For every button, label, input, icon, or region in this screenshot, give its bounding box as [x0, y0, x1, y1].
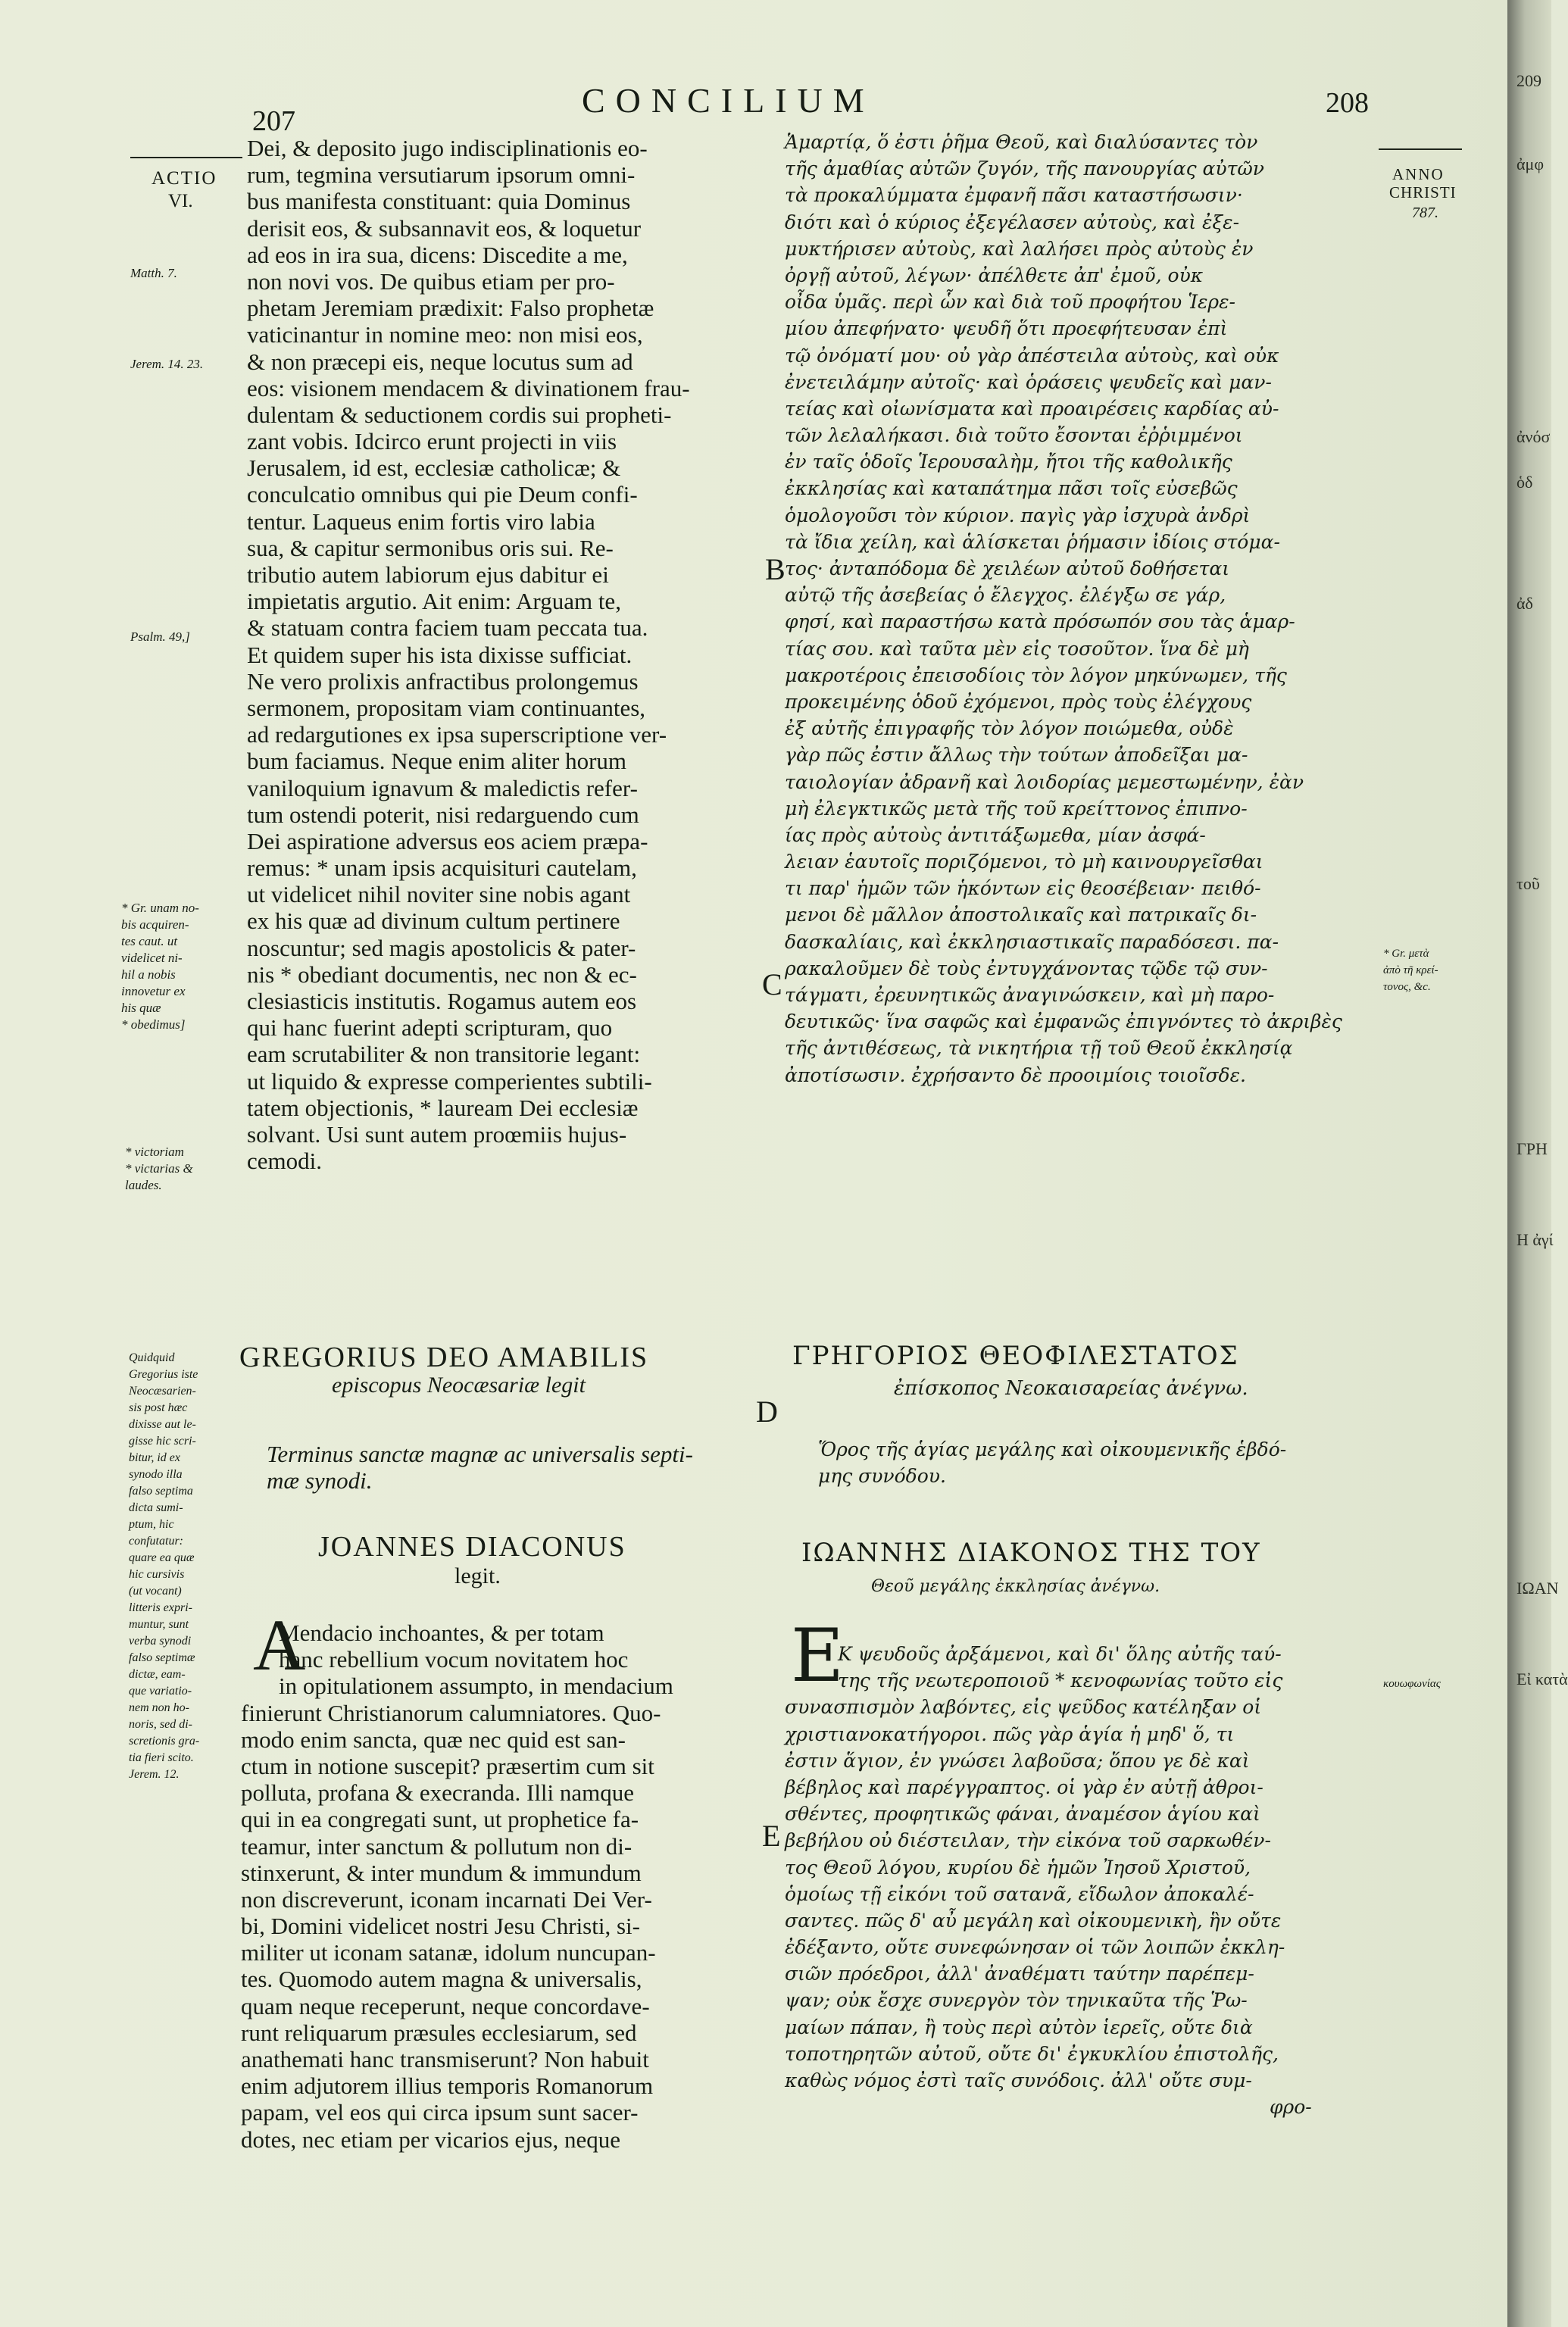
facing-page-text: ΙΩΑΝ	[1516, 1579, 1559, 1598]
margin-note-line: tia fieri scito.	[129, 1751, 194, 1764]
facing-page-text: ἀμφ	[1516, 155, 1545, 173]
letter-mark-b: B	[765, 552, 786, 586]
margin-note-quidquid	[129, 1350, 199, 1783]
running-title: CONCILIUM	[582, 81, 875, 120]
text-line: μακροτέροις ἐπεισοδίοις τὸν λόγον μηκύνωμεν, τῆς	[785, 664, 1287, 686]
facing-page-text: Η ἀγί	[1516, 1230, 1554, 1249]
greek-drop-cap: Ε	[791, 1613, 845, 1698]
text-line: τος· ἀνταπόδομα δὲ χειλέων αὐτοῦ δοθήσεται	[785, 558, 1230, 579]
text-line: Jerusalem, id est, ecclesiæ catholicæ; &	[247, 454, 621, 482]
text-line: τῆς ἀμαθίας αὐτῶν ζυγόν, τῆς πανουργίας αὐτῶν	[785, 158, 1265, 180]
text-line: τῷ ὀνόματί μου· οὐ γὰρ ἀπέστειλα αὐτοὺς, καὶ οὐκ	[785, 344, 1279, 367]
text-line: ὁμοίως τῇ εἰκόνι τοῦ σατανᾶ, εἴδωλον ἀποκαλέ-	[785, 1882, 1254, 1905]
facing-page-text: ἀδ	[1516, 594, 1533, 613]
text-line: μενοι δὲ μᾶλλον ἀποστολικαῖς καὶ πατρικαῖς δι-	[785, 904, 1257, 926]
joannes-latin-title: JOANNES DIACONUS	[318, 1531, 626, 1563]
text-line: φρο-	[1270, 2096, 1312, 2119]
margin-note-line: dicta sumi-	[129, 1501, 183, 1514]
text-line: vaticinantur in nomine meo: non misi eos,	[247, 321, 643, 348]
text-line: καθὼς νόμος ἐστὶ ταῖς συνόδοις. ἀλλ' οὔτε συμ-	[785, 2069, 1252, 2091]
text-line: τος Θεοῦ λόγου, κυρίου δὲ ἡμῶν Ἰησοῦ Χριστοῦ,	[785, 1856, 1251, 1879]
facing-page-fragment	[1516, 0, 1568, 2327]
text-line: Terminus sanctæ magnæ ac universalis septi-	[267, 1441, 693, 1467]
text-line: tentur. Laqueus enim fortis viro labia	[247, 508, 595, 535]
text-line: enim adjutorem illius temporis Romanorum	[241, 2072, 654, 2100]
letter-mark-c: C	[762, 967, 782, 1001]
gregorius-latin-title: GREGORIUS DEO AMABILIS	[239, 1342, 649, 1373]
text-line: ut liquido & expresse comperientes subtili-	[247, 1067, 652, 1095]
margin-note-line: bitur, id ex	[129, 1451, 180, 1464]
margin-note-line: ἀπὸ τῆ κρεί-	[1383, 964, 1438, 976]
text-line: bum faciamus. Neque enim aliter horum	[247, 748, 627, 775]
text-line: non novi vos. De quibus etiam per pro-	[247, 267, 615, 295]
margin-ref-matthew: Matth. 7.	[130, 266, 177, 280]
latin-column-top	[247, 135, 762, 1174]
text-line: hanc rebellium vocum novitatem hoc	[279, 1646, 629, 1673]
margin-note-line: falso septimæ	[129, 1651, 195, 1664]
text-line: zant vobis. Idcirco erunt projecti in viis	[247, 428, 617, 455]
margin-note-line: nem non ho-	[129, 1701, 189, 1714]
text-line: Dei aspiratione adversus eos aciem præpa-	[247, 827, 648, 854]
text-line: ἀποτίσωσιν. ἐχρήσαντο δὲ προοιμίοις τοιοῖσδε.	[785, 1064, 1246, 1086]
text-line: οἶδα ὑμᾶς. περὶ ὧν καὶ διὰ τοῦ προφήτου Ἱερε-	[785, 291, 1235, 314]
margin-note-line: confutatur:	[129, 1535, 183, 1548]
text-line: βέβηλος καὶ παρέγγραπτος. οἱ γὰρ ἐν αὐτῇ ἀθροι-	[785, 1776, 1263, 1798]
text-line: vaniloquium ignavum & maledictis refer-	[247, 774, 638, 801]
text-line: τὰ προκαλύμματα ἐμφανῆ πᾶσι καταστήσωσιν·	[785, 184, 1243, 207]
text-line: tes. Quomodo autem magna & universalis,	[241, 1966, 642, 1993]
text-line: ἐστιν ἅγιον, ἐν γνώσει λαβοῦσα; ὅπου γε δὲ καὶ	[785, 1749, 1250, 1772]
margin-note-line: falso septima	[129, 1485, 193, 1498]
actio-label: ACTIO	[151, 168, 217, 189]
margin-note-line: quare ea quæ	[129, 1551, 195, 1564]
text-line: ex his quæ ad divinum cultum pertinere	[247, 907, 620, 935]
text-line: μυκτήρισεν αὐτοὺς, καὶ λαλήσει πρὸς αὐτοὺς ἐν	[785, 237, 1254, 260]
margin-note-line: noris, sed di-	[129, 1718, 192, 1731]
margin-note-line: (ut vocant)	[129, 1585, 182, 1598]
text-line: quam neque receperunt, neque concordave-	[241, 1992, 650, 2019]
facing-page-text: 209	[1516, 71, 1541, 90]
margin-note-line: * Gr. μετὰ	[1383, 948, 1429, 960]
margin-variant-note-victoriam	[125, 1144, 193, 1194]
text-line: Dei, & deposito jugo indisciplinationis eo-	[247, 135, 648, 161]
text-line: ταιολογίαν ἀδρανῆ καὶ λοιδορίας μεμεστωμένην, ἐὰν	[785, 770, 1304, 793]
margin-note-line: bis acquiren-	[121, 917, 189, 932]
margin-note-line: Quidquid	[129, 1351, 175, 1364]
text-line: δασκαλίαις, καὶ ἐκκλησιαστικαῖς παραδόσεσι. πα-	[785, 930, 1279, 953]
margin-note-line: videlicet ni-	[121, 951, 183, 965]
text-line: ἐξ αὐτῆς ἐπιγραφῆς τὸν λόγον ποιώμεθα, οὐδὲ	[785, 717, 1234, 740]
text-line: noscuntur; sed magis apostolicis & pater-	[247, 934, 636, 961]
header-rule-right	[1379, 148, 1462, 150]
text-line: teamur, inter sanctum & pollutum non di-	[241, 1832, 633, 1860]
text-line: ἐνετειλάμην αὐτοῖς· καὶ ὁράσεις ψευδεῖς καὶ μαν-	[785, 370, 1272, 393]
gregorius-latin-text	[267, 1441, 759, 1494]
text-line: φησί, καὶ παραστήσω κατὰ πρόσωπόν σου τὰς ἁμαρ-	[785, 611, 1295, 633]
text-line: ut videlicet nihil noviter sine nobis agant	[247, 881, 631, 908]
text-line: remus: * unam ipsis acquisituri cautelam,	[247, 854, 637, 882]
text-line: tum ostendi poterit, nisi redarguendo cum	[247, 801, 639, 828]
text-line: ρακαλοῦμεν δὲ τοὺς ἐντυγχάνοντας τῷδε τῷ συν-	[785, 957, 1268, 979]
text-line: tributio autem labiorum ejus dabitur ei	[247, 561, 609, 588]
text-line: βεβήλου οὐ διέστειλαν, τὴν εἰκόνα τοῦ σαρκωθέν-	[785, 1829, 1271, 1852]
text-line: της τῆς νεωτεροποιοῦ * κενοφωνίας τοῦτο εἰς	[838, 1670, 1283, 1692]
margin-note-line: his quæ	[121, 1001, 161, 1015]
text-line: & non præcepi eis, neque locutus sum ad	[247, 348, 633, 375]
margin-note-line: Jerem. 12.	[129, 1768, 180, 1781]
text-line: Ὅρος τῆς ἁγίας μεγάλης καὶ οἰκουμενικῆς ἑβδό-	[818, 1438, 1287, 1460]
text-line: clesiasticis institutis. Rogamus autem eos	[247, 988, 637, 1014]
facing-page-text: ἀνόσ	[1516, 427, 1551, 446]
text-line: ἐν ταῖς ὁδοῖς Ἱερουσαλὴμ, ἤτοι τῆς καθολικῆς	[785, 451, 1232, 473]
text-line: bus manifesta constituant: quia Dominus	[247, 188, 631, 215]
text-line: τίας σου. καὶ ταῦτα μὲν εἰς τοσοῦτον. ἵνα δὲ μὴ	[785, 637, 1249, 660]
text-line: ad redargutiones ex ipsa superscriptione ver-	[247, 721, 667, 748]
text-line: τι παρ' ἡμῶν τῶν ἡκόντων εἰς θεοσέβειαν· πειθό-	[785, 877, 1261, 900]
text-line: γὰρ πῶς ἐστιν ἄλλως τὴν τούτων ἀποδεῖξαι μα-	[785, 744, 1248, 767]
text-line: προκειμένης ὁδοῦ ἐχόμενοι, πρὸς τοὺς ἐλέγχους	[785, 690, 1252, 713]
margin-note-line: sis post hæc	[129, 1401, 188, 1414]
margin-note-line: que variatio-	[129, 1685, 192, 1698]
text-line: μης συνόδου.	[818, 1465, 946, 1488]
text-line: τοποτηρητῶν αὐτοῦ, οὔτε δι' ἐγκυκλίου ἐπιστολῆς,	[785, 2042, 1279, 2065]
text-line: τὰ ἴδια χείλη, καὶ ἁλίσκεται ῥήμασιν ἰδίοις στόμα-	[785, 530, 1280, 553]
facing-page-text: τοῦ	[1516, 874, 1540, 893]
text-line: runt reliquarum præsules ecclesiarum, sed	[241, 2019, 637, 2046]
text-line: phetam Jeremiam prædixit: Falso prophetæ	[247, 295, 654, 322]
margin-note-line: gisse hic scri-	[129, 1435, 196, 1448]
margin-note-line: innovetur ex	[121, 984, 186, 998]
text-line: qui hanc fuerint adepti scripturam, quo	[247, 1014, 613, 1042]
text-line: σαντες. πῶς δ' αὖ μεγάλη καὶ οἰκουμενικὴ, ἣν οὔτε	[785, 1909, 1282, 1932]
joannes-latin-subtitle: legit.	[454, 1563, 501, 1588]
text-line: derisit eos, & subsannavit eos, & loquetur	[247, 214, 642, 242]
text-line: sermonem, propositam viam continuantes,	[247, 694, 646, 721]
text-line: modo enim sancta, quæ nec quid est san-	[241, 1726, 626, 1753]
text-line: ίας πρὸς αὐτοὺς ἀντιτάξωμεθα, μίαν ἀσφά-	[785, 823, 1206, 846]
text-line: μὴ ἐλεγκτικῶς μετὰ τῆς τοῦ κρείττονος ἐπιπνο-	[785, 797, 1248, 820]
text-line: ἐκκλησίας καὶ καταπάτημα πᾶσι τοῖς εὐσεβῶς	[785, 477, 1238, 500]
margin-note-line: scretionis gra-	[129, 1735, 200, 1748]
facing-page-text: ὁδ	[1516, 473, 1533, 492]
text-line: Ne vero prolixis anfractibus prolongemus	[247, 667, 639, 695]
text-line: impietatis argutio. Ait enim: Arguam te,	[247, 588, 621, 615]
christi-label: CHRISTI	[1389, 183, 1457, 201]
text-line: Κ ψευδοῦς ἀρξάμενοι, καὶ δι' ὅλης αὐτῆς ταύ-	[838, 1643, 1282, 1665]
gregorius-latin-subtitle: episcopus Neocæsariæ legit	[332, 1373, 586, 1398]
text-line: λειαν ἑαυτοῖς ποριζόμενοι, τὸ μὴ καινουργεῖσθαι	[785, 851, 1263, 873]
gregorius-greek-subtitle: ἐπίσκοπος Νεοκαισαρείας ἀνέγνω.	[894, 1377, 1248, 1400]
text-line: μαίων πάπαν, ἢ τοὺς περὶ αὐτὸν ἱερεῖς, οὔτε διὰ	[785, 2016, 1253, 2038]
margin-note-line: synodo illa	[129, 1468, 183, 1481]
margin-note-line: * obedimus]	[121, 1017, 186, 1032]
text-line: τάγματι, ἐρευνητικῶς ἀναγινώσκειν, καὶ μὴ παρο-	[785, 984, 1275, 1006]
letter-mark-e: E	[762, 1819, 781, 1853]
greek-column-top	[785, 129, 1383, 1089]
margin-note-line: laudes.	[125, 1178, 162, 1192]
header-rule-left	[130, 157, 242, 158]
text-line: σθέντες, προφητικῶς φάναι, ἀναμέσον ἁγίου καὶ	[785, 1803, 1260, 1826]
actio-number: VI.	[168, 191, 193, 211]
text-line: polluta, profana & execranda. Illi namque	[241, 1779, 635, 1807]
text-line: ὁμολογοῦσι τὸν κύριον. παγὶς γὰρ ἰσχυρὰ ἀνδρὶ	[785, 504, 1251, 526]
text-line: Et quidem super his ista dixisse sufficiat.	[247, 641, 633, 668]
text-line: διότι καὶ ὁ κύριος ἐξεγέλασεν αὐτοὺς, καὶ ἐξε-	[785, 211, 1240, 233]
anno-label: ANNO	[1392, 165, 1445, 183]
gregorius-greek-title: ΓΡΗΓΟΡΙΟΣ ΘΕΟΦΙΛΕΣΤΑΤΟΣ	[792, 1341, 1239, 1371]
text-line: papam, vel eos qui circa ipsum sunt sacer-	[241, 2099, 639, 2126]
text-line: solvant. Usi sunt autem proœmiis hujus-	[247, 1120, 627, 1148]
margin-greek-note-kenophonias: κουωφωνίας	[1383, 1678, 1441, 1690]
text-line: anathemati hanc transmiserunt? Non habuit	[241, 2046, 649, 2072]
text-line: nis * obediant documentis, nec non & ec-	[247, 960, 637, 988]
text-line: συνασπισμὸν λαβόντες, εἰς ψεῦδος κατέληξαν οἱ	[785, 1696, 1262, 1719]
margin-note-line: dictæ, eam-	[129, 1668, 186, 1681]
joannes-greek-title: ΙΩΑΝΝΗΣ ΔΙΑΚΟΝΟΣ ΤΗΣ ΤΟΥ	[801, 1538, 1261, 1568]
margin-note-line: muntur, sunt	[129, 1618, 189, 1631]
facing-page-text: ΓΡΗ	[1516, 1139, 1548, 1158]
text-line: bi, Domini videlicet nostri Jesu Christi, si-	[241, 1913, 640, 1940]
text-line: non discreverunt, iconam incarnati Dei Ver-	[241, 1885, 652, 1913]
facing-page-text: Εἰ κατὰ	[1516, 1670, 1568, 1688]
text-line: militer ut iconam satanæ, idolum nuncupan-	[241, 1939, 656, 1966]
text-line: τείας καὶ οἰωνίσματα καὶ προαιρέσεις καρδίας αὐ-	[785, 397, 1279, 420]
letter-mark-d: D	[756, 1395, 778, 1429]
gregorius-greek-text	[818, 1436, 1394, 1489]
text-line: dulentam & seductionem cordis sui propheti-	[247, 401, 672, 428]
text-line: & statuam contra faciem tuam peccata tua.	[247, 614, 648, 642]
text-line: ad eos in ira sua, dicens: Discedite a me,	[247, 241, 628, 268]
text-line: ctum in notione suscepit? præsertim cum sit	[241, 1752, 654, 1779]
text-line: σιῶν πρόεδροι, ἀλλ' ἀναθέματι ταύτην παρέπεμ-	[785, 1963, 1254, 1985]
text-line: cemodi.	[247, 1148, 322, 1175]
margin-note-line: τονος, &c.	[1383, 981, 1431, 993]
margin-note-line: litteris expri-	[129, 1601, 192, 1614]
margin-ref-psalm: Psalm. 49,]	[130, 629, 190, 644]
margin-note-line: Neocæsarien-	[129, 1385, 196, 1398]
text-line: Mendacio inchoantes, & per totam	[279, 1620, 604, 1646]
margin-greek-note	[1383, 947, 1438, 997]
greek-column-bottom	[785, 1641, 1383, 2120]
text-line: Ἁμαρτίᾳ, ὅ ἐστι ῥῆμα Θεοῦ, καὶ διαλύσαντες τὸν	[785, 131, 1258, 153]
margin-note-line: verba synodi	[129, 1635, 192, 1648]
text-line: ψαν; οὐκ ἔσχε συνεργὸν τὸν τηνικαῦτα τῆς Ῥω-	[785, 1989, 1248, 2012]
text-line: qui in ea congregati sunt, ut prophetice fa-	[241, 1806, 639, 1833]
margin-note-line: ptum, hic	[129, 1518, 174, 1531]
margin-ref-jeremiah: Jerem. 14. 23.	[130, 357, 204, 371]
right-page-number: 208	[1326, 87, 1369, 119]
text-line: ὀργῇ αὐτοῦ, λέγων· ἀπέλθετε ἀπ' ἐμοῦ, οὐκ	[785, 264, 1204, 286]
latin-column-bottom	[241, 1620, 764, 2153]
year-label: 787.	[1412, 205, 1438, 221]
text-line: τῆς ἀντιθέσεως, τὰ νικητήρια τῇ τοῦ Θεοῦ ἐκκλησίᾳ	[785, 1037, 1293, 1060]
margin-note-line: * Gr. unam no-	[121, 901, 199, 915]
left-page-number: 207	[252, 105, 295, 137]
text-line: ἐδέξαντο, οὔτε συνεφώνησαν οἱ τῶν λοιπῶν ἐκκλη-	[785, 1936, 1285, 1959]
margin-note-line: hil a nobis	[121, 967, 176, 982]
text-line: αὐτῷ τῆς ἀσεβείας ὁ ἔλεγχος. ἐλέγξω σε γάρ,	[785, 584, 1226, 607]
text-line: dotes, nec etiam per vicarios ejus, neque	[241, 2126, 620, 2153]
text-line: eos: visionem mendacem & divinationem frau-	[247, 374, 690, 401]
latin-drop-cap: A	[253, 1604, 306, 1685]
text-line: rum, tegmina versutiarum ipsorum omni-	[247, 161, 636, 189]
margin-note-line: tes caut. ut	[121, 934, 178, 948]
text-line: τῶν λελαλήκασι. διὰ τοῦτο ἔσονται ἐῤῥιμμένοι	[785, 424, 1243, 447]
margin-note-line: dixisse aut le-	[129, 1418, 196, 1431]
text-line: finierunt Christianorum calumniatores. Quo-	[241, 1699, 661, 1726]
margin-variant-note	[121, 900, 199, 1033]
margin-note-line: * victoriam	[125, 1145, 184, 1159]
text-line: in opitulationem assumpto, in mendacium	[279, 1673, 673, 1700]
margin-note-line: hic cursivis	[129, 1568, 185, 1581]
text-line: sua, & capitur sermonibus oris sui. Re-	[247, 534, 614, 561]
text-line: conculcatio omnibus qui pie Deum confi-	[247, 481, 638, 508]
text-line: tatem objectionis, * lauream Dei ecclesiæ	[247, 1094, 639, 1121]
text-line: stinxerunt, & inter mundum & immundum	[241, 1859, 642, 1886]
margin-note-line: Gregorius iste	[129, 1368, 198, 1381]
text-line: eam scrutabiliter & non transitorie legant:	[247, 1041, 641, 1068]
text-line: χριστιανοκατήγοροι. πῶς γὰρ ἁγία ἡ μηδ' ὅ, τι	[785, 1723, 1235, 1745]
text-line: mæ synodi.	[267, 1467, 373, 1495]
joannes-greek-subtitle: Θεοῦ μεγάλης ἐκκλησίας ἀνέγνω.	[871, 1577, 1160, 1596]
text-line: μίου ἀπεφήνατο· ψευδῆ ὅτι προεφήτευσαν ἐπὶ	[785, 317, 1228, 340]
margin-note-line: * victarias &	[125, 1161, 193, 1176]
text-line: δευτικῶς· ἵνα σαφῶς καὶ ἐμφανῶς ἐπιγνόντες τὸ ἀκριβὲς	[785, 1010, 1342, 1033]
